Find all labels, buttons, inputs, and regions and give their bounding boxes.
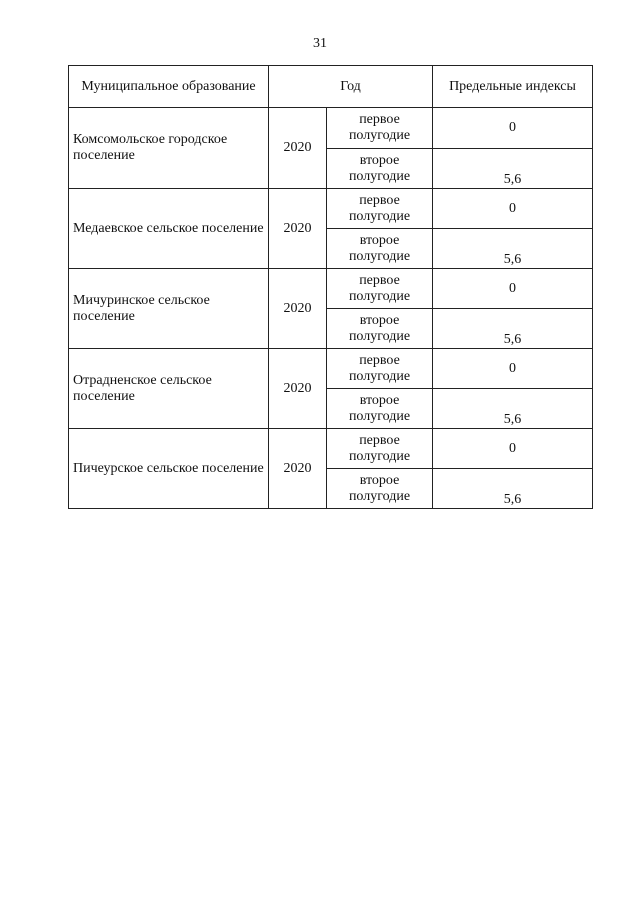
municipality-cell: Отрадненское сельское поселение (69, 349, 269, 429)
page-number: 31 (313, 36, 327, 51)
period-cell: первое полугодие (327, 429, 433, 469)
index-value-cell: 5,6 (433, 149, 593, 189)
year-cell: 2020 (269, 269, 327, 349)
index-value-cell: 0 (433, 349, 593, 389)
index-value-cell: 0 (433, 108, 593, 149)
period-cell: второе полугодие (327, 149, 433, 189)
index-value-cell: 5,6 (433, 229, 593, 269)
period-cell: первое полугодие (327, 349, 433, 389)
year-cell: 2020 (269, 429, 327, 509)
index-value-cell: 5,6 (433, 309, 593, 349)
limit-indices-table (68, 65, 593, 509)
municipality-cell: Пичеурское сельское поселение (69, 429, 269, 509)
period-cell: второе полугодие (327, 389, 433, 429)
index-value-cell: 0 (433, 429, 593, 469)
header-year: Год (269, 66, 433, 108)
period-cell: второе полугодие (327, 469, 433, 509)
header-limit-indices: Предельные индексы (433, 66, 593, 108)
table-row (69, 429, 593, 469)
table-row (69, 269, 593, 309)
year-cell: 2020 (269, 108, 327, 189)
period-cell: второе полугодие (327, 229, 433, 269)
period-cell: первое полугодие (327, 189, 433, 229)
year-cell: 2020 (269, 349, 327, 429)
index-value-cell: 5,6 (433, 469, 593, 509)
period-cell: первое полугодие (327, 108, 433, 149)
index-value-cell: 5,6 (433, 389, 593, 429)
index-value-cell: 0 (433, 189, 593, 229)
header-municipality: Муниципальное образование (69, 66, 269, 108)
municipality-cell: Медаевское сельское поселение (69, 189, 269, 269)
year-cell: 2020 (269, 189, 327, 269)
table-row (69, 349, 593, 389)
period-cell: второе полугодие (327, 309, 433, 349)
index-value-cell: 0 (433, 269, 593, 309)
table-row (69, 108, 593, 149)
table-row (69, 189, 593, 229)
municipality-cell: Мичуринское сельское поселение (69, 269, 269, 349)
municipality-cell: Комсомольское городское поселение (69, 108, 269, 189)
period-cell: первое полугодие (327, 269, 433, 309)
